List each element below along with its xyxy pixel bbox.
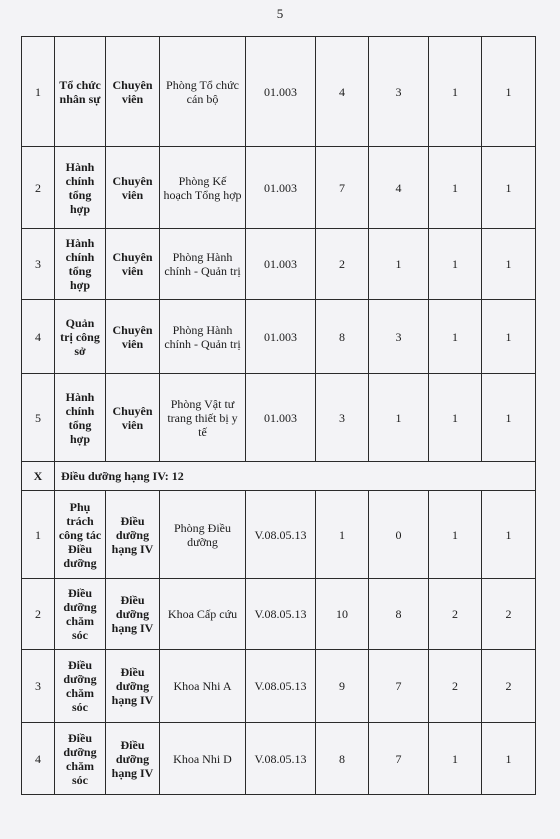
count-cell: 8 bbox=[369, 579, 429, 650]
rank: Chuyên viên bbox=[106, 229, 160, 300]
count-cell: 3 bbox=[316, 374, 369, 462]
count-cell: 8 bbox=[316, 300, 369, 374]
count-cell: 1 bbox=[429, 491, 482, 579]
count-cell: 1 bbox=[482, 37, 536, 147]
job-position: Phụ trách công tác Điều dưỡng bbox=[55, 491, 106, 579]
department: Khoa Cấp cứu bbox=[160, 579, 246, 650]
rank: Điều dưỡng hạng IV bbox=[106, 491, 160, 579]
rank-code: 01.003 bbox=[246, 37, 316, 147]
rank-code: 01.003 bbox=[246, 229, 316, 300]
department: Phòng Điều dưỡng bbox=[160, 491, 246, 579]
rank: Điều dưỡng hạng IV bbox=[106, 723, 160, 795]
count-cell: 1 bbox=[482, 491, 536, 579]
table-row bbox=[22, 300, 536, 374]
count-cell: 2 bbox=[482, 650, 536, 723]
rank-code: 01.003 bbox=[246, 374, 316, 462]
department: Khoa Nhi A bbox=[160, 650, 246, 723]
count-cell: 1 bbox=[369, 229, 429, 300]
department: Phòng Vật tư trang thiết bị y tế bbox=[160, 374, 246, 462]
table-row bbox=[22, 491, 536, 579]
rank-code: 01.003 bbox=[246, 147, 316, 229]
count-cell: 1 bbox=[482, 147, 536, 229]
department: Khoa Nhi D bbox=[160, 723, 246, 795]
job-position: Hành chính tổng hợp bbox=[55, 229, 106, 300]
section-header-row bbox=[22, 462, 536, 491]
rank: Chuyên viên bbox=[106, 37, 160, 147]
section-number: X bbox=[22, 462, 55, 491]
department: Phòng Tổ chức cán bộ bbox=[160, 37, 246, 147]
count-cell: 1 bbox=[429, 147, 482, 229]
job-position: Hành chính tổng hợp bbox=[55, 147, 106, 229]
count-cell: 1 bbox=[369, 374, 429, 462]
count-cell: 1 bbox=[429, 374, 482, 462]
job-position: Điều dưỡng chăm sóc bbox=[55, 650, 106, 723]
rank: Điều dưỡng hạng IV bbox=[106, 650, 160, 723]
count-cell: 3 bbox=[369, 300, 429, 374]
row-index: 1 bbox=[22, 37, 55, 147]
count-cell: 1 bbox=[482, 374, 536, 462]
count-cell: 2 bbox=[429, 579, 482, 650]
staffing-table bbox=[21, 36, 536, 795]
rank: Chuyên viên bbox=[106, 300, 160, 374]
rank: Chuyên viên bbox=[106, 374, 160, 462]
job-position: Hành chính tổng hợp bbox=[55, 374, 106, 462]
rank-code: V.08.05.13 bbox=[246, 491, 316, 579]
count-cell: 1 bbox=[429, 37, 482, 147]
row-index: 3 bbox=[22, 650, 55, 723]
row-index: 4 bbox=[22, 300, 55, 374]
rank-code: V.08.05.13 bbox=[246, 723, 316, 795]
job-position: Điều dưỡng chăm sóc bbox=[55, 723, 106, 795]
count-cell: 2 bbox=[316, 229, 369, 300]
count-cell: 9 bbox=[316, 650, 369, 723]
job-position: Điều dưỡng chăm sóc bbox=[55, 579, 106, 650]
row-index: 2 bbox=[22, 579, 55, 650]
job-position: Quản trị công sở bbox=[55, 300, 106, 374]
count-cell: 2 bbox=[429, 650, 482, 723]
department: Phòng Kế hoạch Tổng hợp bbox=[160, 147, 246, 229]
table-row bbox=[22, 147, 536, 229]
row-index: 1 bbox=[22, 491, 55, 579]
count-cell: 10 bbox=[316, 579, 369, 650]
table-row bbox=[22, 374, 536, 462]
rank: Điều dưỡng hạng IV bbox=[106, 579, 160, 650]
table-row bbox=[22, 37, 536, 147]
count-cell: 7 bbox=[316, 147, 369, 229]
count-cell: 1 bbox=[429, 300, 482, 374]
row-index: 4 bbox=[22, 723, 55, 795]
count-cell: 7 bbox=[369, 650, 429, 723]
table-row bbox=[22, 650, 536, 723]
count-cell: 0 bbox=[369, 491, 429, 579]
count-cell: 1 bbox=[482, 300, 536, 374]
page-number: 5 bbox=[276, 6, 284, 21]
count-cell: 1 bbox=[482, 229, 536, 300]
count-cell: 8 bbox=[316, 723, 369, 795]
section-title: Điều dưỡng hạng IV: 12 bbox=[55, 462, 536, 491]
count-cell: 1 bbox=[482, 723, 536, 795]
department: Phòng Hành chính - Quản trị bbox=[160, 300, 246, 374]
row-index: 2 bbox=[22, 147, 55, 229]
row-index: 5 bbox=[22, 374, 55, 462]
count-cell: 1 bbox=[316, 491, 369, 579]
rank-code: 01.003 bbox=[246, 300, 316, 374]
count-cell: 1 bbox=[429, 723, 482, 795]
department: Phòng Hành chính - Quản trị bbox=[160, 229, 246, 300]
table-row bbox=[22, 229, 536, 300]
count-cell: 7 bbox=[369, 723, 429, 795]
count-cell: 1 bbox=[429, 229, 482, 300]
row-index: 3 bbox=[22, 229, 55, 300]
count-cell: 4 bbox=[316, 37, 369, 147]
rank: Chuyên viên bbox=[106, 147, 160, 229]
job-position: Tổ chức nhân sự bbox=[55, 37, 106, 147]
count-cell: 3 bbox=[369, 37, 429, 147]
table-row bbox=[22, 723, 536, 795]
count-cell: 4 bbox=[369, 147, 429, 229]
rank-code: V.08.05.13 bbox=[246, 579, 316, 650]
table-row bbox=[22, 579, 536, 650]
rank-code: V.08.05.13 bbox=[246, 650, 316, 723]
count-cell: 2 bbox=[482, 579, 536, 650]
